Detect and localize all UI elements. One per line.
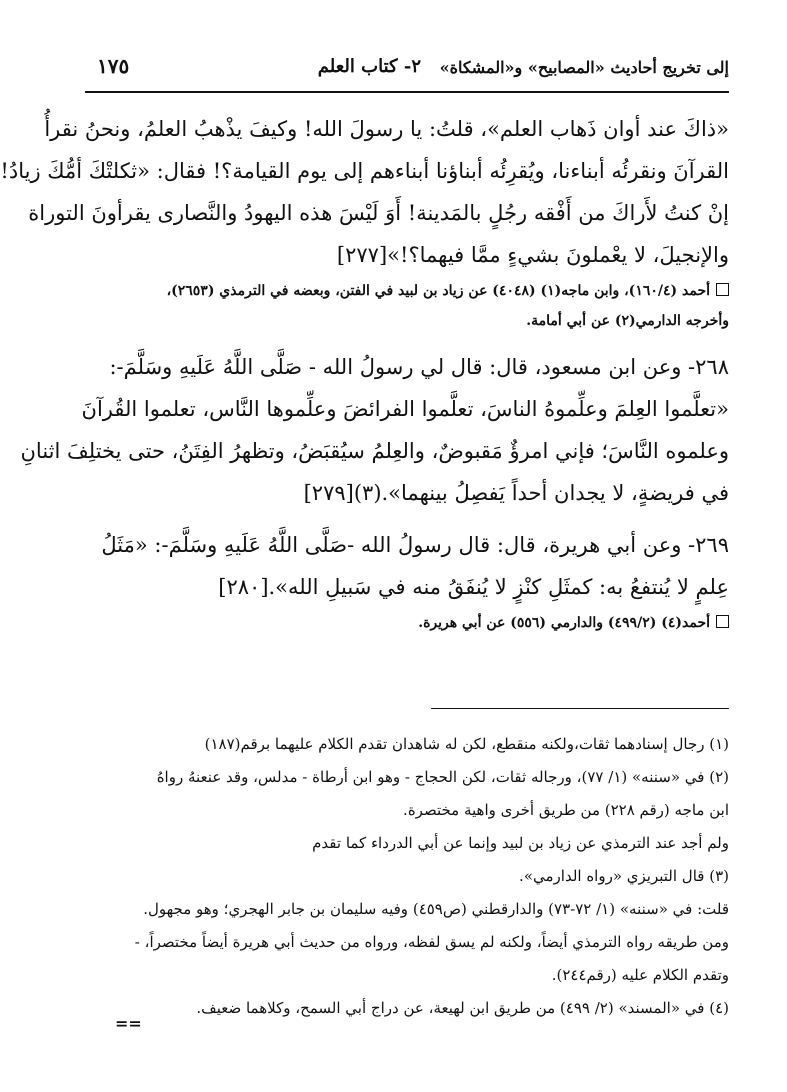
footnote-line: وتقدم الكلام عليه (رقم٢٤٤). <box>551 966 729 984</box>
page-header <box>85 52 729 88</box>
footnote-line: (٢) في «سننه» (١/ ٧٧)، ورجاله ثقات، لكن الحجاج - وهو ابن أرطاة - مدلس، وقد عنعنهُ رواهُ <box>156 768 729 786</box>
hadith-268-line: ٢٦٨- وعن ابن مسعود، قال: قال لي رسولُ الله - صَلَّى اللَّهُ عَلَيهِ وسَلَّمَ-: <box>109 355 729 379</box>
source-note-line: أحمد(٤) (٤٩٩/٢) والدارمي (٥٥٦) عن أبي هريرة. <box>418 615 710 631</box>
end-mark: == <box>115 1014 142 1033</box>
text-line: والإنجيلَ، لا يعْملونَ بشيءٍ ممَّا فيهما؟!»[٢٧٧] <box>336 243 729 267</box>
footnote-line: (١) رجال إسنادهما ثقات،ولكنه منقطع، لكن له شاهدان تقدم الكلام عليهما برقم(١٨٧) <box>204 735 729 753</box>
text-line: إنْ كنتُ لأَراكَ من أَفْقه رجُلٍ بالمَدينة! أَوَ لَيْسَ هذه اليهودُ والنَّصارى يقرأونَ التوراة <box>28 201 729 225</box>
hadith-268-line: وعلموه النَّاسَ؛ فإني امرؤٌ مَقبوضٌ، والعِلمُ سيُقبَضُ، وتظهرُ الفِتَنُ، حتى يختلِفَ اثنانِ <box>20 439 729 463</box>
text-line: «ذاكَ عند أوان ذَهاب العلم»، قلتُ: يا رسولَ الله! وكيفَ يذْهبُ العلمُ، ونحنُ نقرأُ <box>44 117 729 141</box>
source-note-line: وأخرجه الدارمي(٢) عن أبي أمامة. <box>526 313 729 329</box>
hadith-269-line: ٢٦٩- وعن أبي هريرة، قال: قال رسولُ الله -صَلَّى اللَّهُ عَلَيهِ وسَلَّمَ-: «مَثَلُ <box>101 533 729 557</box>
main-text <box>0 108 729 638</box>
hadith-268-line: «تعلَّموا العِلمَ وعلِّموهُ الناسَ، تعلَّموا الفرائضَ وعلِّموها النَّاس، تعلموا القُرآنَ <box>81 397 729 421</box>
book-title: إلى تخريج أحاديث «المصابيح» و«المشكاة» <box>439 58 729 77</box>
header-rule <box>85 91 729 93</box>
footnote-line: ومن طريقه رواه الترمذي أيضاً، ولكنه لم يسق لفظه، ورواه من حديث أبي هريرة أيضاً مختصراً، - <box>134 933 729 951</box>
square-bullet-icon <box>716 283 729 296</box>
hadith-269-line: عِلمٍ لا يُنتفعُ به: كمثَلِ كنْزٍ لا يُنفَقُ منه في سَبيلِ الله».[٢٨٠] <box>218 575 729 599</box>
footnote-line: (٤) في «المسند» (٢/ ٤٩٩) من طريق ابن لهيعة، عن دراج أبي السمح، وكلاهما ضعيف. <box>196 999 729 1017</box>
source-note <box>85 276 729 306</box>
source-note-line: أحمد (١٦٠/٤)، وابن ماجه(١) (٤٠٤٨) عن زياد بن لبيد في الفتن، وبعضه في الترمذي (٢٦٥٣)، <box>166 283 710 299</box>
footnote-line: (٣) قال التبريزي «رواه الدارمي». <box>519 867 729 885</box>
footnotes <box>85 728 729 1025</box>
chapter-title: ٢- كتاب العلم <box>317 56 421 77</box>
footnote-line: ولم أجد عند الترمذي عن زياد بن لبيد وإنما عن أبي الدرداء كما تقدم <box>312 834 729 852</box>
text-line: القرآنَ ونقرئُه أبناءنا، ويُقرِئُه أبناؤنا أبناءهم إلى يوم القيامة؟! فقال: «ثكلتْكَ أمُّكَ زيادُ! <box>0 159 729 183</box>
hadith-268-line: في فريضةٍ، لا يجدان أحداً يَفصِلُ بينهما».(٣)[٢٧٩] <box>303 481 729 505</box>
square-bullet-icon <box>716 615 729 628</box>
page-number: ١٧٥ <box>97 54 130 78</box>
footnote-line: ابن ماجه (رقم ٢٢٨) من طريق أخرى واهية مختصرة. <box>403 801 729 819</box>
footnote-line: قلت: في «سننه» (١/ ٧٢-٧٣) والدارقطني (ص٤٥٩) وفيه سليمان بن جابر الهجري؛ وهو مجهول. <box>143 900 729 918</box>
footnote-separator <box>431 708 729 709</box>
source-note <box>85 608 729 638</box>
